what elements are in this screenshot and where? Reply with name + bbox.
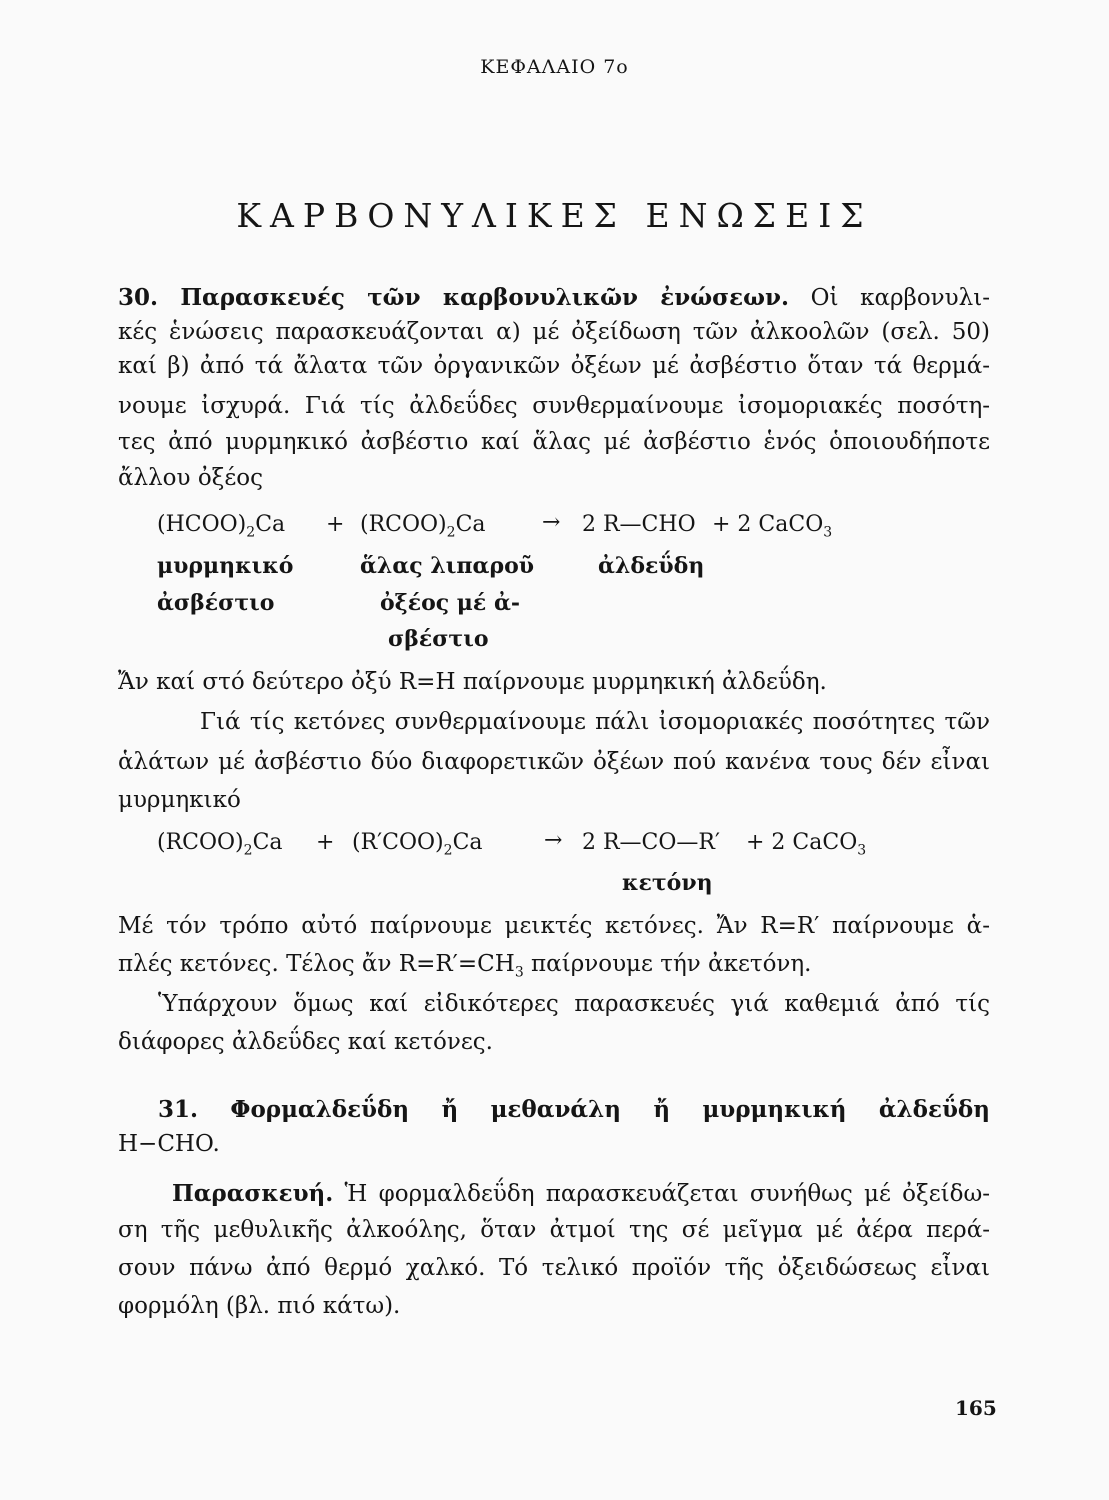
equation-1-byproduct: + 2 CaCO$_3$ (712, 512, 833, 541)
equation-1-reactant-b: $(RCOO)_2Ca$ (360, 512, 486, 541)
preparation-label: Παρασκευή. (172, 1180, 334, 1207)
paragraph-line: πλές κετόνες. Τέλος ἄν $R=R'=CH_3$ παίρνουμε τήν ἀκετόνη. (118, 951, 812, 981)
equation-2-arrow: → (544, 828, 563, 853)
equation-2-byproduct: + 2 CaCO$_3$ (746, 830, 867, 859)
equation-2-label: κετόνη (622, 870, 713, 896)
page-number: 165 (955, 1396, 997, 1420)
paragraph-line: ἄλλου ὀξέος (118, 465, 263, 491)
equation-1-plus: + (326, 512, 345, 537)
chapter-title: ΚΑΡΒΟΝΥΛΙΚΕΣ ΕΝΩΣΕΙΣ (236, 196, 873, 235)
chapter-header: ΚΕΦΑΛΑΙΟ 7ο (480, 56, 629, 78)
equation-2-product: 2 R—CO—R′ (582, 830, 720, 855)
section-31-heading: 31. Φορμαλδεΰδη ἤ μεθανάλη ἤ μυρμηκική ἀλδεΰδη (158, 1096, 990, 1123)
paragraph-line: Ἄν καί στό δεύτερο ὀξύ R=H παίρνουμε μυρμηκική ἀλδεΰδη. (118, 669, 827, 695)
equation-1-label: ἀσβέστιο (157, 590, 275, 616)
preparation-text: Ἡ φορμαλδεΰδη παρασκευάζεται συνήθως μέ ὀξείδω- (344, 1181, 990, 1207)
equation-1-reactant-a: $(HCOO)_2Ca$ (157, 512, 286, 541)
section-31-line-1 (172, 1178, 990, 1210)
section-30-text: Οἱ καρβονυλι- (810, 285, 990, 311)
paragraph-line: Μέ τόν τρόπο αὐτό παίρνουμε μεικτές κετόνες. Ἄν R=R′ παίρνουμε ἁ- (118, 913, 990, 939)
paragraph-line: Ὑπάρχουν ὅμως καί εἰδικότερες παρασκευές γιά καθεμιά ἀπό τίς (158, 991, 990, 1017)
paragraph-line: τες ἀπό μυρμηκικό ἀσβέστιο καί ἅλας μέ ἀσβέστιο ἑνός ὁποιουδήποτε (118, 429, 990, 455)
paragraph-line: ση τῆς μεθυλικῆς ἀλκοόλης, ὅταν ἀτμοί της σέ μεῖγμα μέ ἀέρα περά- (118, 1217, 990, 1243)
section-30-line-1 (118, 282, 990, 314)
paragraph-line: φορμόλη (βλ. πιό κάτω). (118, 1293, 401, 1319)
paragraph-line: Γιά τίς κετόνες συνθερμαίνουμε πάλι ἰσομοριακές ποσότητες τῶν (200, 709, 990, 735)
equation-1-label: σβέστιο (388, 626, 489, 652)
paragraph-line: νουμε ἰσχυρά. Γιά τίς ἀλδεΰδες συνθερμαίνουμε ἰσομοριακές ποσότη- (118, 393, 990, 419)
equation-1-label: ἀλδεΰδη (598, 553, 705, 579)
section-31-heading-formula: H−CHO. (118, 1131, 220, 1157)
equation-1-label: ὀξέος μέ ἀ- (380, 590, 521, 616)
paragraph-line: κές ἑνώσεις παρασκευάζονται α) μέ ὀξείδωση τῶν ἀλκοολῶν (σελ. 50) (118, 319, 990, 345)
paragraph-line: μυρμηκικό (118, 787, 241, 813)
equation-1-label: μυρμηκικό (157, 553, 294, 579)
equation-2-reactant-a: $(RCOO)_2Ca$ (157, 830, 283, 859)
paragraph-line: σουν πάνω ἀπό θερμό χαλκό. Τό τελικό προϊόν τῆς ὀξειδώσεως εἶναι (118, 1255, 990, 1281)
section-30-heading: 30. Παρασκευές τῶν καρβονυλικῶν ἐνώσεων. (118, 284, 789, 311)
equation-2-plus: + (316, 830, 335, 855)
equation-2-reactant-b: $(R'COO)_2Ca$ (352, 830, 483, 859)
paragraph-line: ἁλάτων μέ ἀσβέστιο δύο διαφορετικῶν ὀξέων πού κανένα τους δέν εἶναι (118, 749, 990, 775)
equation-1-product: 2 R—CHO (582, 512, 696, 537)
equation-1-arrow: → (542, 510, 561, 535)
paragraph-line: διάφορες ἀλδεΰδες καί κετόνες. (118, 1029, 493, 1055)
paragraph-line: καί β) ἀπό τά ἄλατα τῶν ὀργανικῶν ὀξέων μέ ἀσβέστιο ὅταν τά θερμά- (118, 353, 990, 379)
equation-1-label: ἅλας λιπαροῦ (360, 553, 535, 579)
